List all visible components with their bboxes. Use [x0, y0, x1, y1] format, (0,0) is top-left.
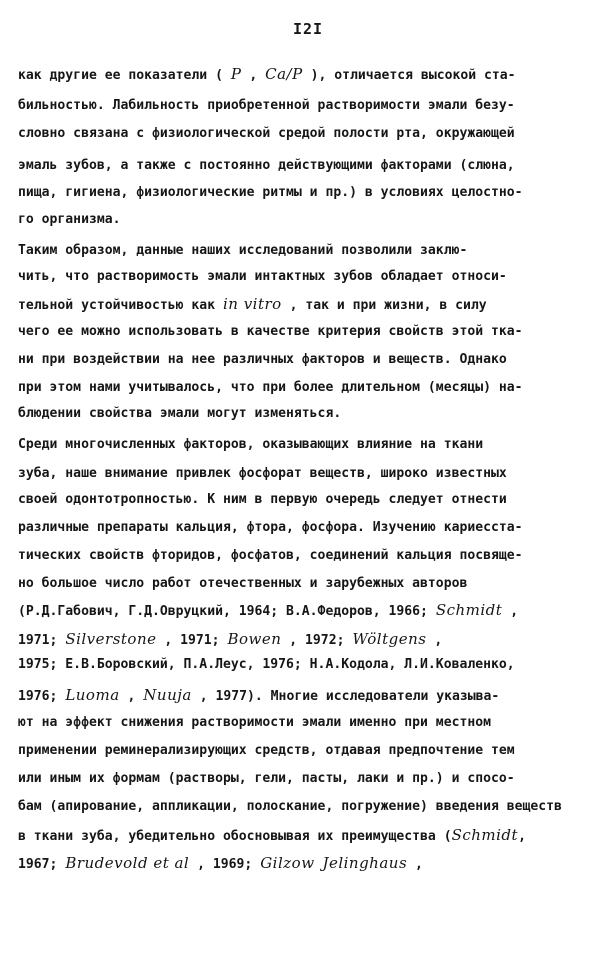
text-segment: , — [119, 689, 144, 704]
handwritten-insert: Nuuja — [143, 686, 192, 704]
text-line — [18, 797, 576, 817]
text-segment: тельной устойчивостью как — [18, 298, 223, 313]
text-segment: тических свойств фторидов, фосфатов, соединений кальция посвяще- — [18, 548, 523, 563]
text-segment: , — [426, 633, 443, 648]
handwritten-insert: Luoma — [65, 686, 120, 704]
text-line — [18, 156, 576, 176]
text-segment: , так и при жизни, в силу — [281, 298, 487, 313]
text-line — [18, 490, 576, 510]
text-line — [18, 378, 576, 398]
handwritten-insert: Schmidt — [451, 826, 519, 844]
text-segment: 1976; — [18, 689, 66, 704]
text-segment: , 1972; — [281, 633, 353, 648]
text-line — [18, 655, 576, 675]
text-segment: 1967; — [18, 857, 66, 872]
text-segment: ), отличается высокой ста- — [302, 68, 516, 83]
text-line — [18, 546, 576, 566]
text-line — [18, 96, 576, 116]
text-line — [18, 464, 576, 484]
handwritten-insert: Jelinghaus — [322, 854, 408, 872]
text-line — [18, 267, 576, 287]
text-line — [18, 183, 576, 203]
text-segment: бильностью. Лабильность приобретенной растворимости эмали безу- — [18, 98, 515, 113]
text-line — [18, 435, 576, 455]
handwritten-insert: P — [230, 65, 242, 83]
text-segment: применении реминерализирующих средств, отдавая предпочтение тем — [18, 743, 515, 758]
text-segment: Таким образом, данные наших исследований позволили заклю- — [18, 243, 468, 258]
text-segment: зуба, наше внимание привлек фосфорат веществ, широко известных — [18, 466, 507, 481]
text-segment: как другие ее показатели ( — [18, 68, 231, 83]
text-line — [18, 124, 576, 144]
text-segment: , 1969; — [189, 857, 261, 872]
text-segment: но большое число работ отечественных и зарубежных авторов — [18, 576, 468, 591]
text-line — [18, 210, 576, 230]
text-line — [18, 713, 576, 733]
text-segment: или иным их формам (растворы, гели, пасты, лаки и пр.) и спосо- — [18, 771, 515, 786]
text-line — [18, 574, 576, 594]
text-line — [18, 825, 576, 847]
handwritten-insert: Silverstone — [65, 630, 157, 648]
text-line — [18, 518, 576, 538]
text-segment: чить, что растворимость эмали интактных зубов обладает относи- — [18, 269, 507, 284]
handwritten-insert: Bowen — [227, 630, 282, 648]
text-segment: , — [502, 604, 519, 619]
text-line — [18, 853, 576, 875]
text-line — [18, 769, 576, 789]
text-line — [18, 64, 576, 86]
text-line — [18, 404, 576, 424]
text-line — [18, 350, 576, 370]
text-segment: (Р.Д.Габович, Г.Д.Овруцкий, 1964; В.А.Федоров, 1966; — [18, 604, 436, 619]
text-segment: , 1977). Многие исследователи указыва- — [191, 689, 500, 704]
text-segment: своей одонтотропностью. К ним в первую очередь следует отнести — [18, 492, 507, 507]
text-segment: , — [518, 829, 526, 844]
handwritten-insert: Gilzow — [260, 854, 315, 872]
text-line — [18, 629, 576, 651]
handwritten-insert: Schmidt — [435, 601, 503, 619]
handwritten-insert: Ca/P — [265, 65, 303, 83]
handwritten-insert: Brudevold et al — [65, 854, 190, 872]
page-number: I2I — [292, 20, 324, 38]
text-segment: словно связана с физиологической средой полости рта, окружающей — [18, 126, 515, 141]
text-segment: в ткани зуба, убедительно обосновывая их преимущества ( — [18, 829, 452, 844]
text-segment: бам (апирование, аппликации, полоскание, погружение) введения веществ — [18, 799, 562, 814]
handwritten-insert: Wöltgens — [352, 630, 427, 648]
text-segment: , 1971; — [156, 633, 228, 648]
text-segment: , — [407, 857, 423, 872]
text-line — [18, 685, 576, 707]
text-line — [18, 294, 576, 316]
text-segment: чего ее можно использовать в качестве критерия свойств этой тка- — [18, 324, 523, 339]
text-segment: эмаль зубов, а также с постоянно действующими факторами (слюна, — [18, 158, 515, 173]
text-segment: при этом нами учитывалось, что при более длительном (месяцы) на- — [18, 380, 523, 395]
text-line — [18, 600, 576, 622]
text-segment: ют на эффект снижения растворимости эмали именно при местном — [18, 715, 491, 730]
text-segment: 1971; — [18, 633, 66, 648]
text-line — [18, 322, 576, 342]
text-line — [18, 741, 576, 761]
handwritten-insert: in vitro — [222, 295, 282, 313]
text-line — [18, 241, 576, 261]
text-segment: го организма. — [18, 212, 121, 227]
text-segment: ни при воздействии на нее различных факторов и веществ. Однако — [18, 352, 507, 367]
text-segment: , — [241, 68, 266, 83]
text-segment: различные препараты кальция, фтора, фосфора. Изучению кариесста- — [18, 520, 523, 535]
text-segment: Среди многочисленных факторов, оказывающих влияние на ткани — [18, 437, 484, 452]
text-segment: 1975; Е.В.Боровский, П.А.Леус, 1976; Н.А.Кодола, Л.И.Коваленко, — [18, 657, 515, 672]
text-segment: пища, гигиена, физиологические ритмы и пр.) в условиях целостно- — [18, 185, 523, 200]
text-segment: блюдении свойства эмали могут изменяться. — [18, 406, 342, 421]
